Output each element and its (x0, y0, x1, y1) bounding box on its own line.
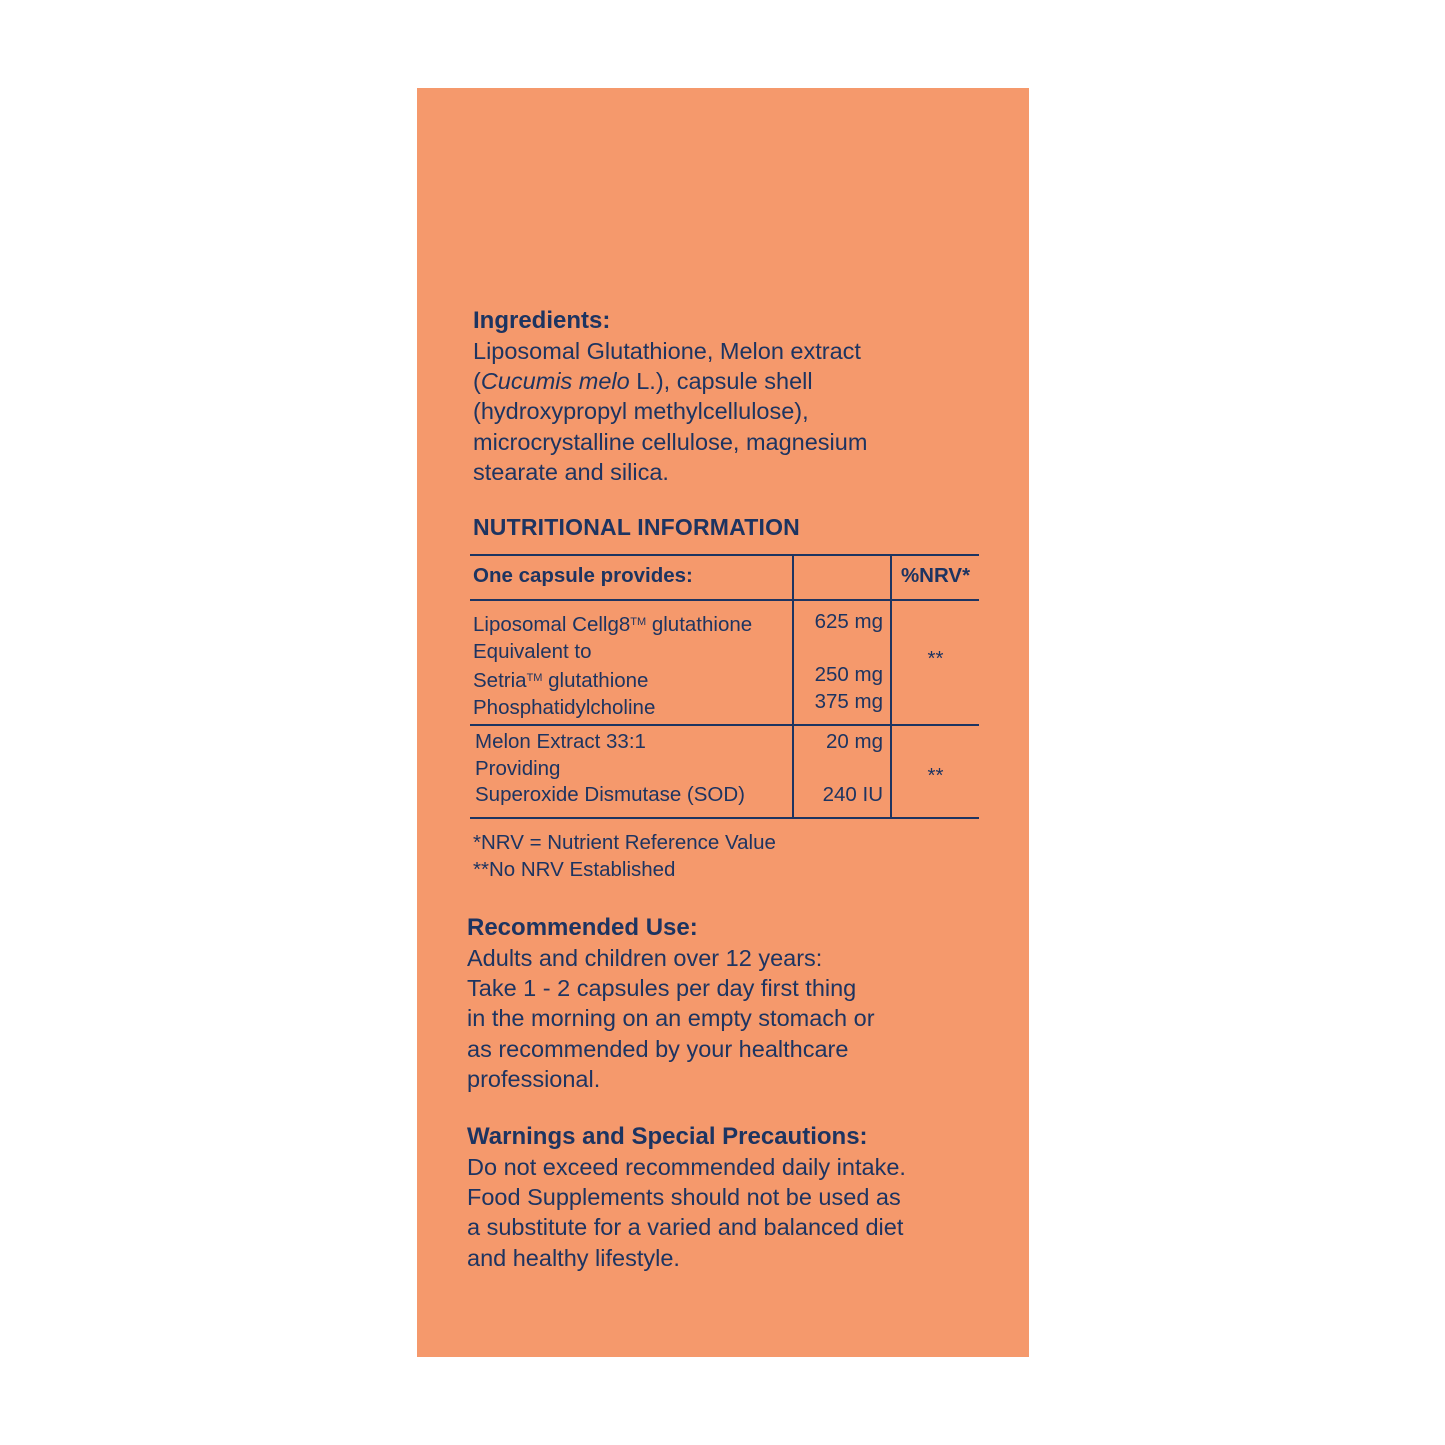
header-nrv: %NRV* (900, 564, 971, 587)
nutrient-name: Liposomal Cellg8™ glutathione (473, 613, 753, 636)
row1-nrv: ** (927, 647, 944, 670)
warnings-heading: Warnings and Special Precautions: (467, 1123, 868, 1150)
row2-names (475, 729, 745, 809)
row1-amounts (794, 609, 883, 716)
nutrient-name: Setria™ glutathione (473, 669, 649, 693)
recommended-line: professional. (467, 1065, 601, 1092)
nutrient-name: Providing (475, 756, 561, 780)
ingredients-line: stearate and silica. (473, 458, 669, 485)
nutrient-name: Superoxide Dismutase (SOD) (475, 783, 746, 807)
recommended-line: in the morning on an empty stomach or (467, 1005, 875, 1032)
table-rule (470, 817, 979, 819)
row2-nrv: ** (927, 764, 944, 787)
recommended-line: as recommended by your healthcare (467, 1035, 849, 1062)
recommended-text (467, 943, 875, 1094)
nutrient-name: Melon Extract 33:1 (475, 730, 646, 753)
warnings-line: Do not exceed recommended daily intake. (467, 1154, 906, 1180)
recommended-section (467, 913, 875, 1094)
ingredients-line: Liposomal Glutathione, Melon extract (473, 338, 861, 364)
species-name: Cucumis melo (480, 368, 630, 395)
nutrient-amount: 20 mg (826, 730, 883, 753)
row1-names (473, 609, 752, 722)
table-rule (470, 554, 979, 556)
nutrient-amount: 240 IU (822, 783, 883, 807)
nutrient-name: Phosphatidylcholine (473, 696, 656, 720)
recommended-line: Adults and children over 12 years: (467, 945, 823, 971)
nutrient-amount: 250 mg (814, 663, 883, 687)
nutrient-amount (794, 636, 883, 663)
warnings-section (467, 1122, 906, 1273)
header-provides: One capsule provides: (473, 564, 693, 587)
warnings-line: and healthy lifestyle. (467, 1244, 680, 1271)
ingredients-text (473, 336, 867, 487)
nutrition-table (470, 554, 979, 818)
recommended-line: Take 1 - 2 capsules per day first thing (467, 975, 857, 1002)
warnings-line: a substitute for a varied and balanced diet (467, 1214, 904, 1241)
warnings-line: Food Supplements should not be used as (467, 1184, 901, 1211)
footnote: **No NRV Established (473, 858, 676, 881)
nutrient-amount (794, 756, 883, 783)
row2-amounts (794, 729, 883, 809)
nutrient-amount: 375 mg (814, 690, 883, 714)
recommended-heading: Recommended Use: (467, 914, 698, 941)
nutrition-footnotes (473, 829, 776, 883)
ingredients-line: microcrystalline cellulose, magnesium (473, 428, 868, 455)
warnings-text (467, 1152, 906, 1273)
table-rule (470, 599, 979, 601)
table-rule (470, 724, 979, 726)
ingredients-line: (Cucumis melo L.), capsule shell (473, 368, 813, 395)
nutrient-amount: 625 mg (814, 610, 883, 633)
nutrient-name: Equivalent to (473, 639, 592, 663)
ingredients-section (473, 306, 867, 487)
ingredients-heading: Ingredients: (473, 307, 611, 334)
nutrition-title: NUTRITIONAL INFORMATION (473, 514, 800, 540)
footnote: *NRV = Nutrient Reference Value (473, 831, 776, 854)
ingredients-line: (hydroxypropyl methylcellulose), (473, 398, 809, 425)
